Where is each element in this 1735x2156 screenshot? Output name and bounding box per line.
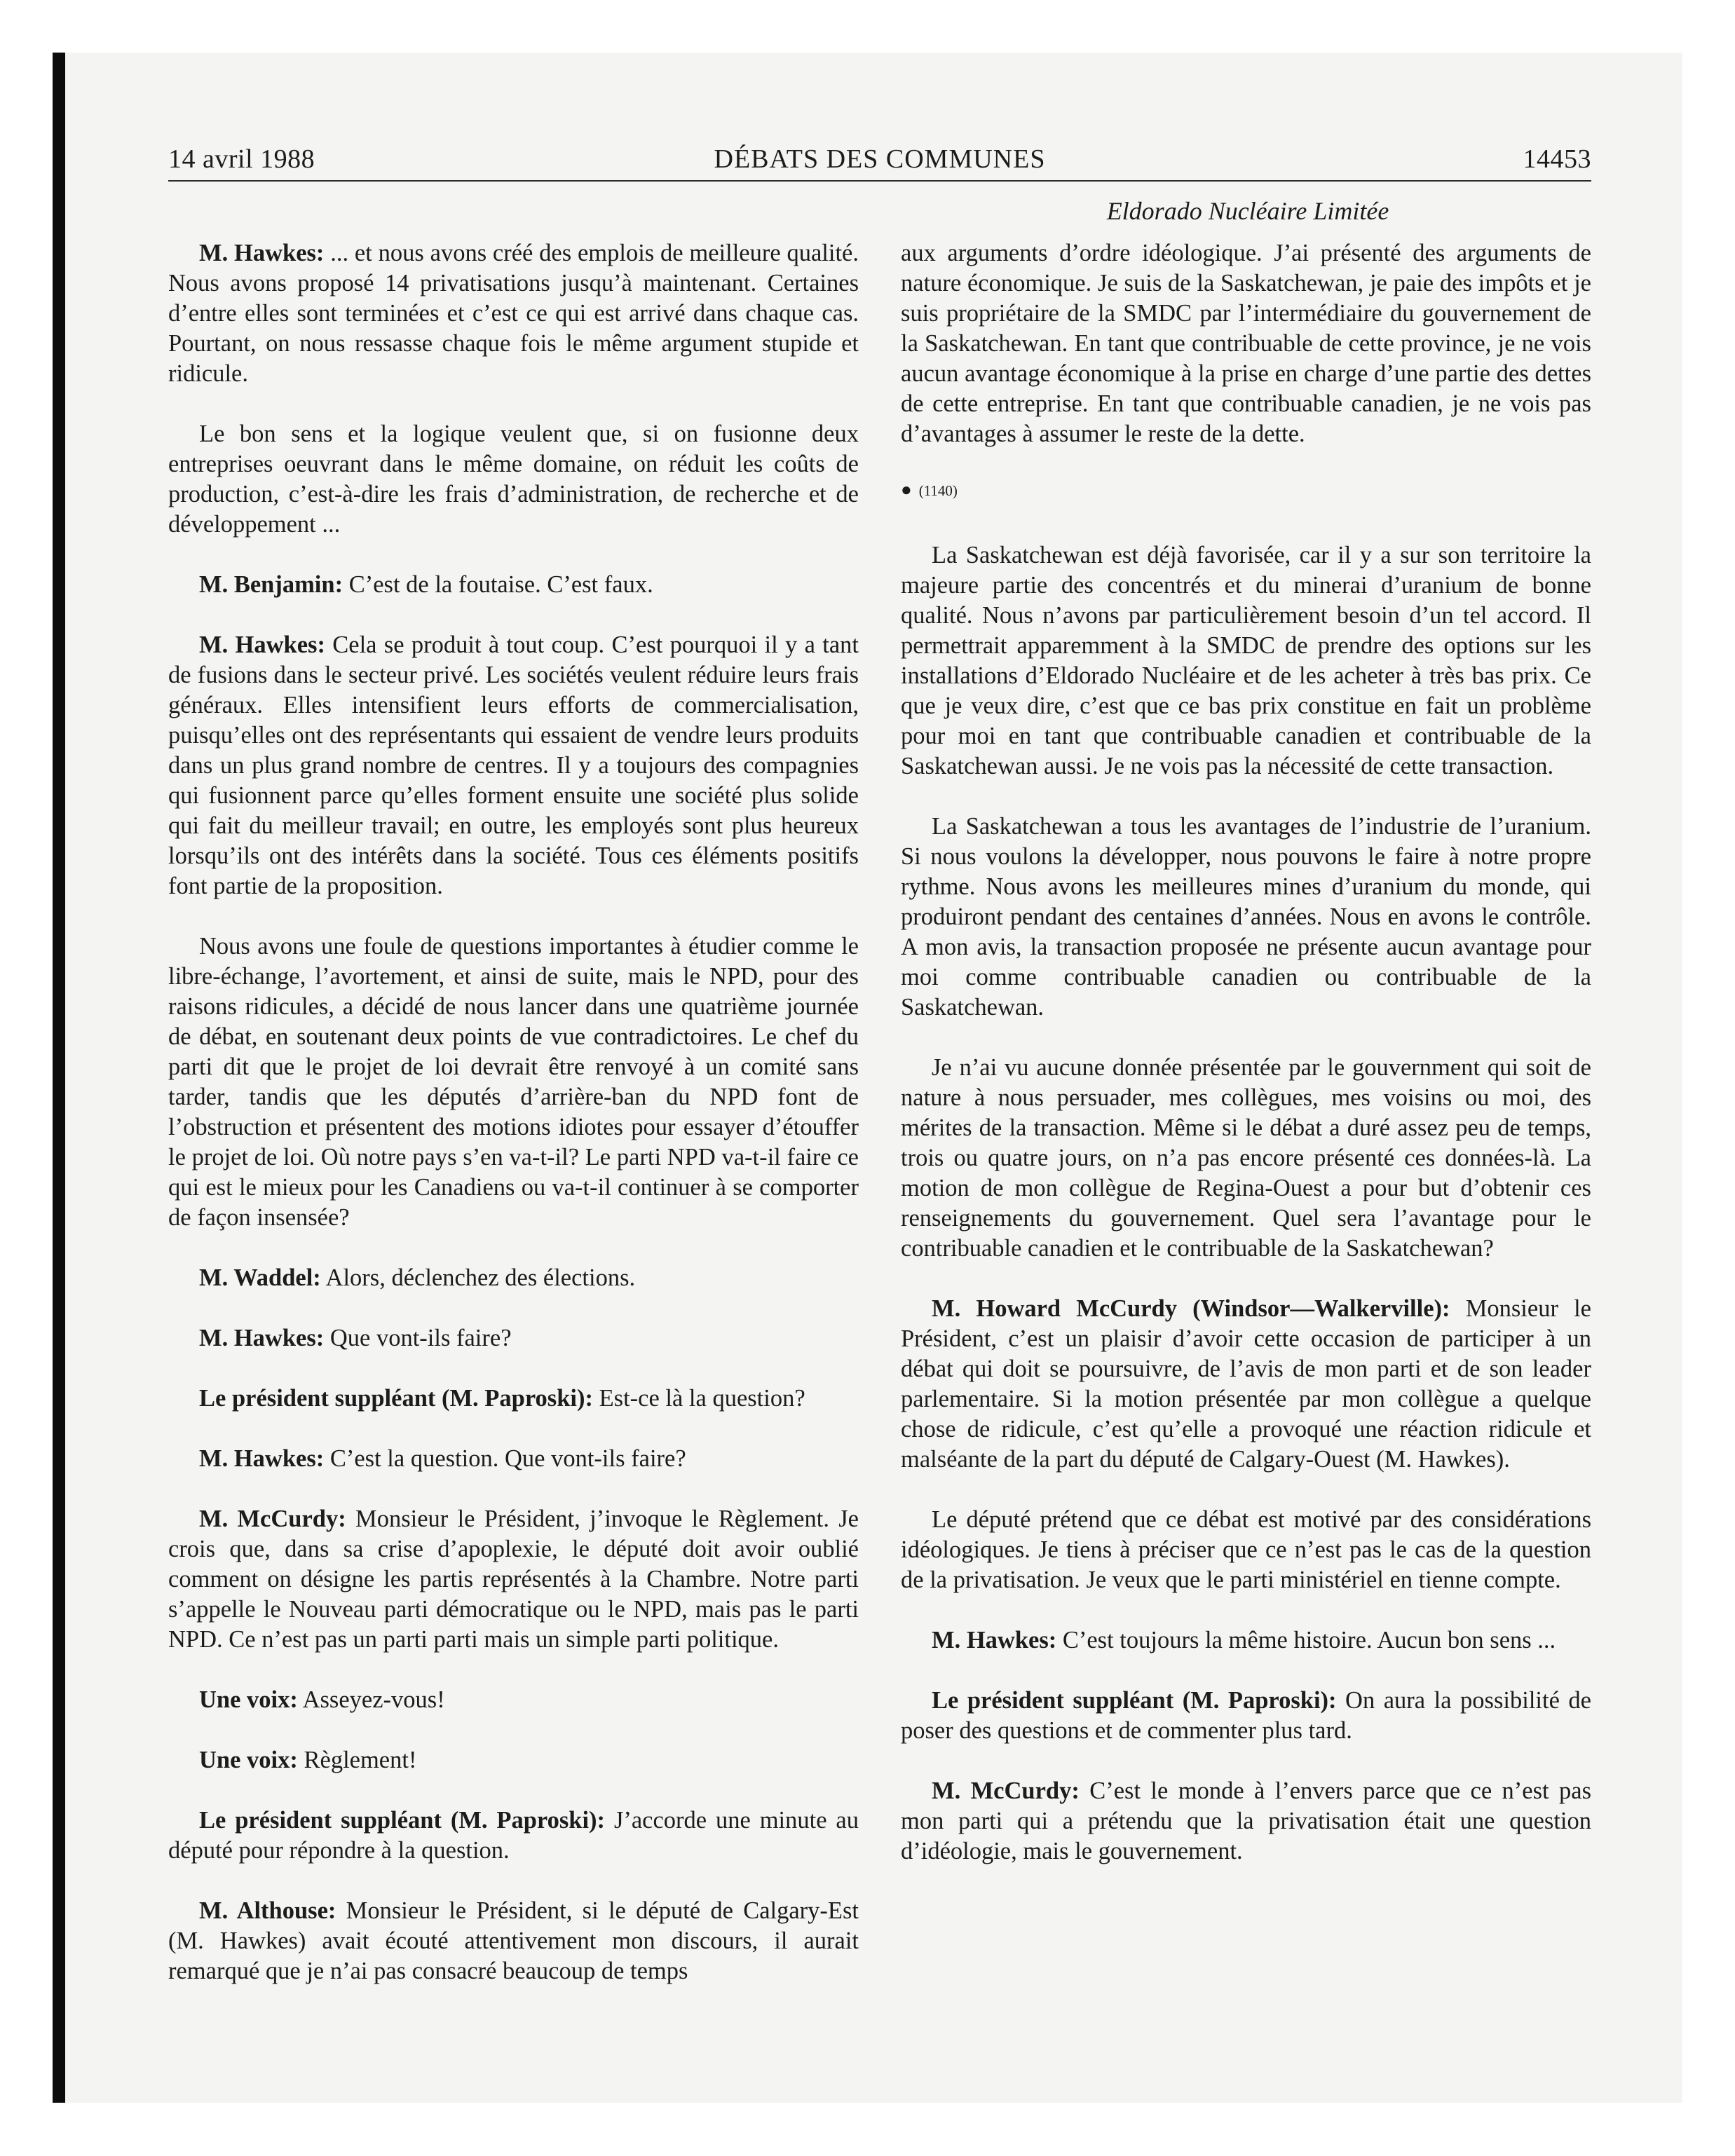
paragraph-text: Asseyez-vous! <box>297 1686 445 1713</box>
speaker: M. Hawkes: <box>199 632 325 658</box>
header-title: DÉBATS DES COMMUNES <box>714 144 1046 174</box>
paragraph <box>168 630 859 901</box>
paragraph-continued: aux arguments d’ordre idéologique. J’ai présenté des arguments de nature économique. Je suis de la Saskatchewan, je paie des impôts et je suis propriétaire de la SMDC par l’intermédiaire du gouvernement de la Saskatchewan. En tant que contribuable de cette province, je ne vois aucun avantage économique à la prise en charge d’une partie des dettes de cette entreprise. En tant que contribuable canadien, je ne vois pas d’avantages à assumer le reste de la dette. <box>901 240 1591 447</box>
paragraph-text: Est-ce là la question? <box>592 1385 805 1412</box>
paragraph-text: C’est le monde à l’envers parce que ce n’est pas mon parti qui a prétendu que la privatisation était une question d’idéologie, mais le gouvernement. <box>901 1778 1592 1864</box>
paragraph-text: Le bon sens et la logique veulent que, si on fusionne deux entreprises oeuvrant dans le même domaine, on réduit les coûts de production, c’est-à-dire les frais d’administration, de recherche et de développement ... <box>168 421 859 538</box>
paragraph <box>168 1384 859 1414</box>
paragraph-text: Monsieur le Président, si le député de Calgary-Est (M. Hawkes) avait écouté attentivement mon discours, il aurait remarqué que je n’ai pas consacré beaucoup de temps <box>168 1897 859 1984</box>
speaker: M. Benjamin: <box>199 571 343 598</box>
speaker: M. McCurdy: <box>199 1506 346 1532</box>
paragraph-text: Que vont-ils faire? <box>324 1325 512 1351</box>
speaker: M. Hawkes: <box>199 240 325 266</box>
speaker: M. Waddel: <box>199 1264 321 1291</box>
paragraph <box>168 570 859 600</box>
paragraph <box>168 1263 859 1293</box>
paragraph-text: C’est toujours la même histoire. Aucun bon sens ... <box>1056 1627 1556 1653</box>
time-marker <box>901 479 1591 501</box>
paragraph <box>901 1053 1591 1264</box>
speaker: M. McCurdy: <box>932 1778 1080 1804</box>
speaker: M. Hawkes: <box>199 1325 325 1351</box>
speaker: M. Hawkes: <box>932 1627 1057 1653</box>
paragraph <box>901 1776 1591 1867</box>
speaker: Le président suppléant (M. Paproski): <box>199 1385 593 1412</box>
paragraph <box>168 932 859 1233</box>
paragraph <box>901 812 1591 1023</box>
speaker: M. Howard McCurdy (Windsor—Walkerville): <box>932 1295 1450 1322</box>
paragraph-text: Alors, déclenchez des élections. <box>320 1264 636 1291</box>
paragraph <box>168 238 859 389</box>
speaker: Le président suppléant (M. Paproski): <box>199 1807 606 1834</box>
paragraph-text: Monsieur le Président, j’invoque le Règlement. Je crois que, dans sa crise d’apoplexie, le député doit avoir oublié comment on désigne les partis représentés à la Chambre. Notre parti s’appelle le Nouveau parti démocratique ou le NPD, mais pas le parti NPD. Ce n’est pas un parti parti mais un simple parti politique. <box>168 1506 859 1653</box>
scan-edge-shadow <box>53 53 65 2103</box>
paragraph <box>901 1294 1591 1475</box>
paragraph <box>168 1444 859 1474</box>
paragraph <box>168 1806 859 1866</box>
subject-heading: Eldorado Nucléaire Limitée <box>1106 197 1389 225</box>
left-column <box>168 238 859 1986</box>
paragraph <box>168 419 859 540</box>
speaker: Une voix: <box>199 1747 298 1773</box>
paragraph <box>901 1686 1591 1746</box>
speaker: M. Althouse: <box>199 1897 336 1924</box>
paragraph <box>168 1745 859 1775</box>
paragraph <box>901 1505 1591 1595</box>
header-date: 14 avril 1988 <box>168 144 315 174</box>
time-marker-text: (1140) <box>918 482 958 499</box>
paragraph <box>168 1685 859 1715</box>
header-page-number: 14453 <box>1523 144 1591 174</box>
paragraph-text: J’accorde une minute au député pour répondre à la question. <box>168 1807 859 1864</box>
paragraph-text: Je n’ai vu aucune donnée présentée par le gouvernment qui soit de nature à nous persuader, mes collègues, mes voisins ou moi, des mérites de la transaction. Même si le débat a duré assez peu de temps, trois ou quatre jours, on n’a pas encore présenté ces données-là. La motion de mon collègue de Regina-Ouest a pour but d’obtenir ces renseignements du gouvernement. Quel sera l’avantage pour le contribuable canadien et le contribuable de la Saskatchewan? <box>901 1054 1591 1262</box>
paragraph-text: Le député prétend que ce débat est motivé par des considérations idéologiques. Je tiens à préciser que ce n’est pas le cas de la question de la privatisation. Je veux que le parti ministériel en tienne compte. <box>901 1506 1591 1593</box>
paragraph-text: C’est de la foutaise. C’est faux. <box>343 571 653 598</box>
paragraph <box>168 1504 859 1655</box>
paragraph-text: Règlement! <box>297 1747 417 1773</box>
paragraph-text: Monsieur le Président, c’est un plaisir d’avoir cette occasion de participer à un débat qui doit se poursuivre, de l’avis de mon parti et de son leader parlementaire. Si la motion présentée par mon collègue a quelque chose de ridicule, c’est qu’elle a provoqué une réaction ridicule et malséante de la part du député de Calgary-Ouest (M. Hawkes). <box>901 1295 1591 1473</box>
paragraph-text: Nous avons une foule de questions importantes à étudier comme le libre-échange, l’avortement, et ainsi de suite, mais le NPD, pour des raisons ridicules, a décidé de nous lancer dans une quatrième journée de débat, en soutenant deux points de vue contradictoires. Le chef du parti dit que le projet de loi devrait être renvoyé à un comité sans tarder, tandis que les députés d’arrière-ban du NPD font de l’obstruction et présentent des motions idiotes pour essayer d’étouffer le projet de loi. Où notre pays s’en va-t-il? Le parti NPD va-t-il faire ce qui est le mieux pour les Canadiens ou va-t-il continuer à se comporter de façon insensée? <box>168 933 859 1231</box>
paragraph <box>168 1896 859 1986</box>
paragraph-text: On aura la possibilité de poser des questions et de commenter plus tard. <box>901 1687 1591 1744</box>
speaker: Le président suppléant (M. Paproski): <box>932 1687 1337 1714</box>
right-column <box>901 238 1591 1867</box>
speaker: Une voix: <box>199 1686 298 1713</box>
paragraph <box>901 1625 1591 1656</box>
speaker: M. Hawkes: <box>199 1445 325 1472</box>
paragraph <box>168 1323 859 1353</box>
bullet-icon: ● <box>901 479 912 500</box>
paragraph-text: ... et nous avons créé des emplois de meilleure qualité. Nous avons proposé 14 privatisations jusqu’à maintenant. Certaines d’entre elles sont terminées et c’est ce qui est arrivé dans chaque cas. Pourtant, on nous ressasse chaque fois le même argument stupide et ridicule. <box>168 240 859 387</box>
page-header <box>168 144 1591 183</box>
header-rule <box>168 180 1591 182</box>
paragraph-text: La Saskatchewan a tous les avantages de l’industrie de l’uranium. Si nous voulons la développer, nous pouvons le faire à notre propre rythme. Nous avons les meilleures mines d’uranium du monde, qui produiront pendant des centaines d’années. Nous en avons le contrôle. A mon avis, la transaction proposée ne présente aucun avantage pour moi comme contribuable canadien ou contribuable de la Saskatchewan. <box>901 813 1591 1021</box>
paragraph-text: La Saskatchewan est déjà favorisée, car il y a sur son territoire la majeure partie des concentrés et du minerai d’uranium de bonne qualité. Nous n’avons par particulièrement besoin d’un tel accord. Il permettrait apparemment à la SMDC de prendre des options sur les installations d’Eldorado Nucléaire et de les acheter à très bas prix. Ce que je veux dire, c’est que ce bas prix constitue en fait un problème pour moi en tant que contribuable canadien et contribuable de la Saskatchewan aussi. Je ne vois pas la nécessité de cette transaction. <box>901 542 1591 779</box>
paragraph-text: C’est la question. Que vont-ils faire? <box>324 1445 686 1472</box>
paragraph <box>901 540 1591 782</box>
paragraph-text: Cela se produit à tout coup. C’est pourquoi il y a tant de fusions dans le secteur privé. Les sociétés veulent réduire leurs frais généraux. Elles intensifient leurs efforts de commercialisation, puisqu’elles ont des représentants qui essaient de vendre leurs produits dans un plus grand nombre de centres. Il y a toujours des compagnies qui fusionnent parce qu’elles forment ensuite une société plus solide qui fait du meilleur travail; en outre, les employés sont plus heureux lorsqu’ils ont des intérêts dans la société. Tous ces éléments positifs font partie de la proposition. <box>168 632 859 899</box>
